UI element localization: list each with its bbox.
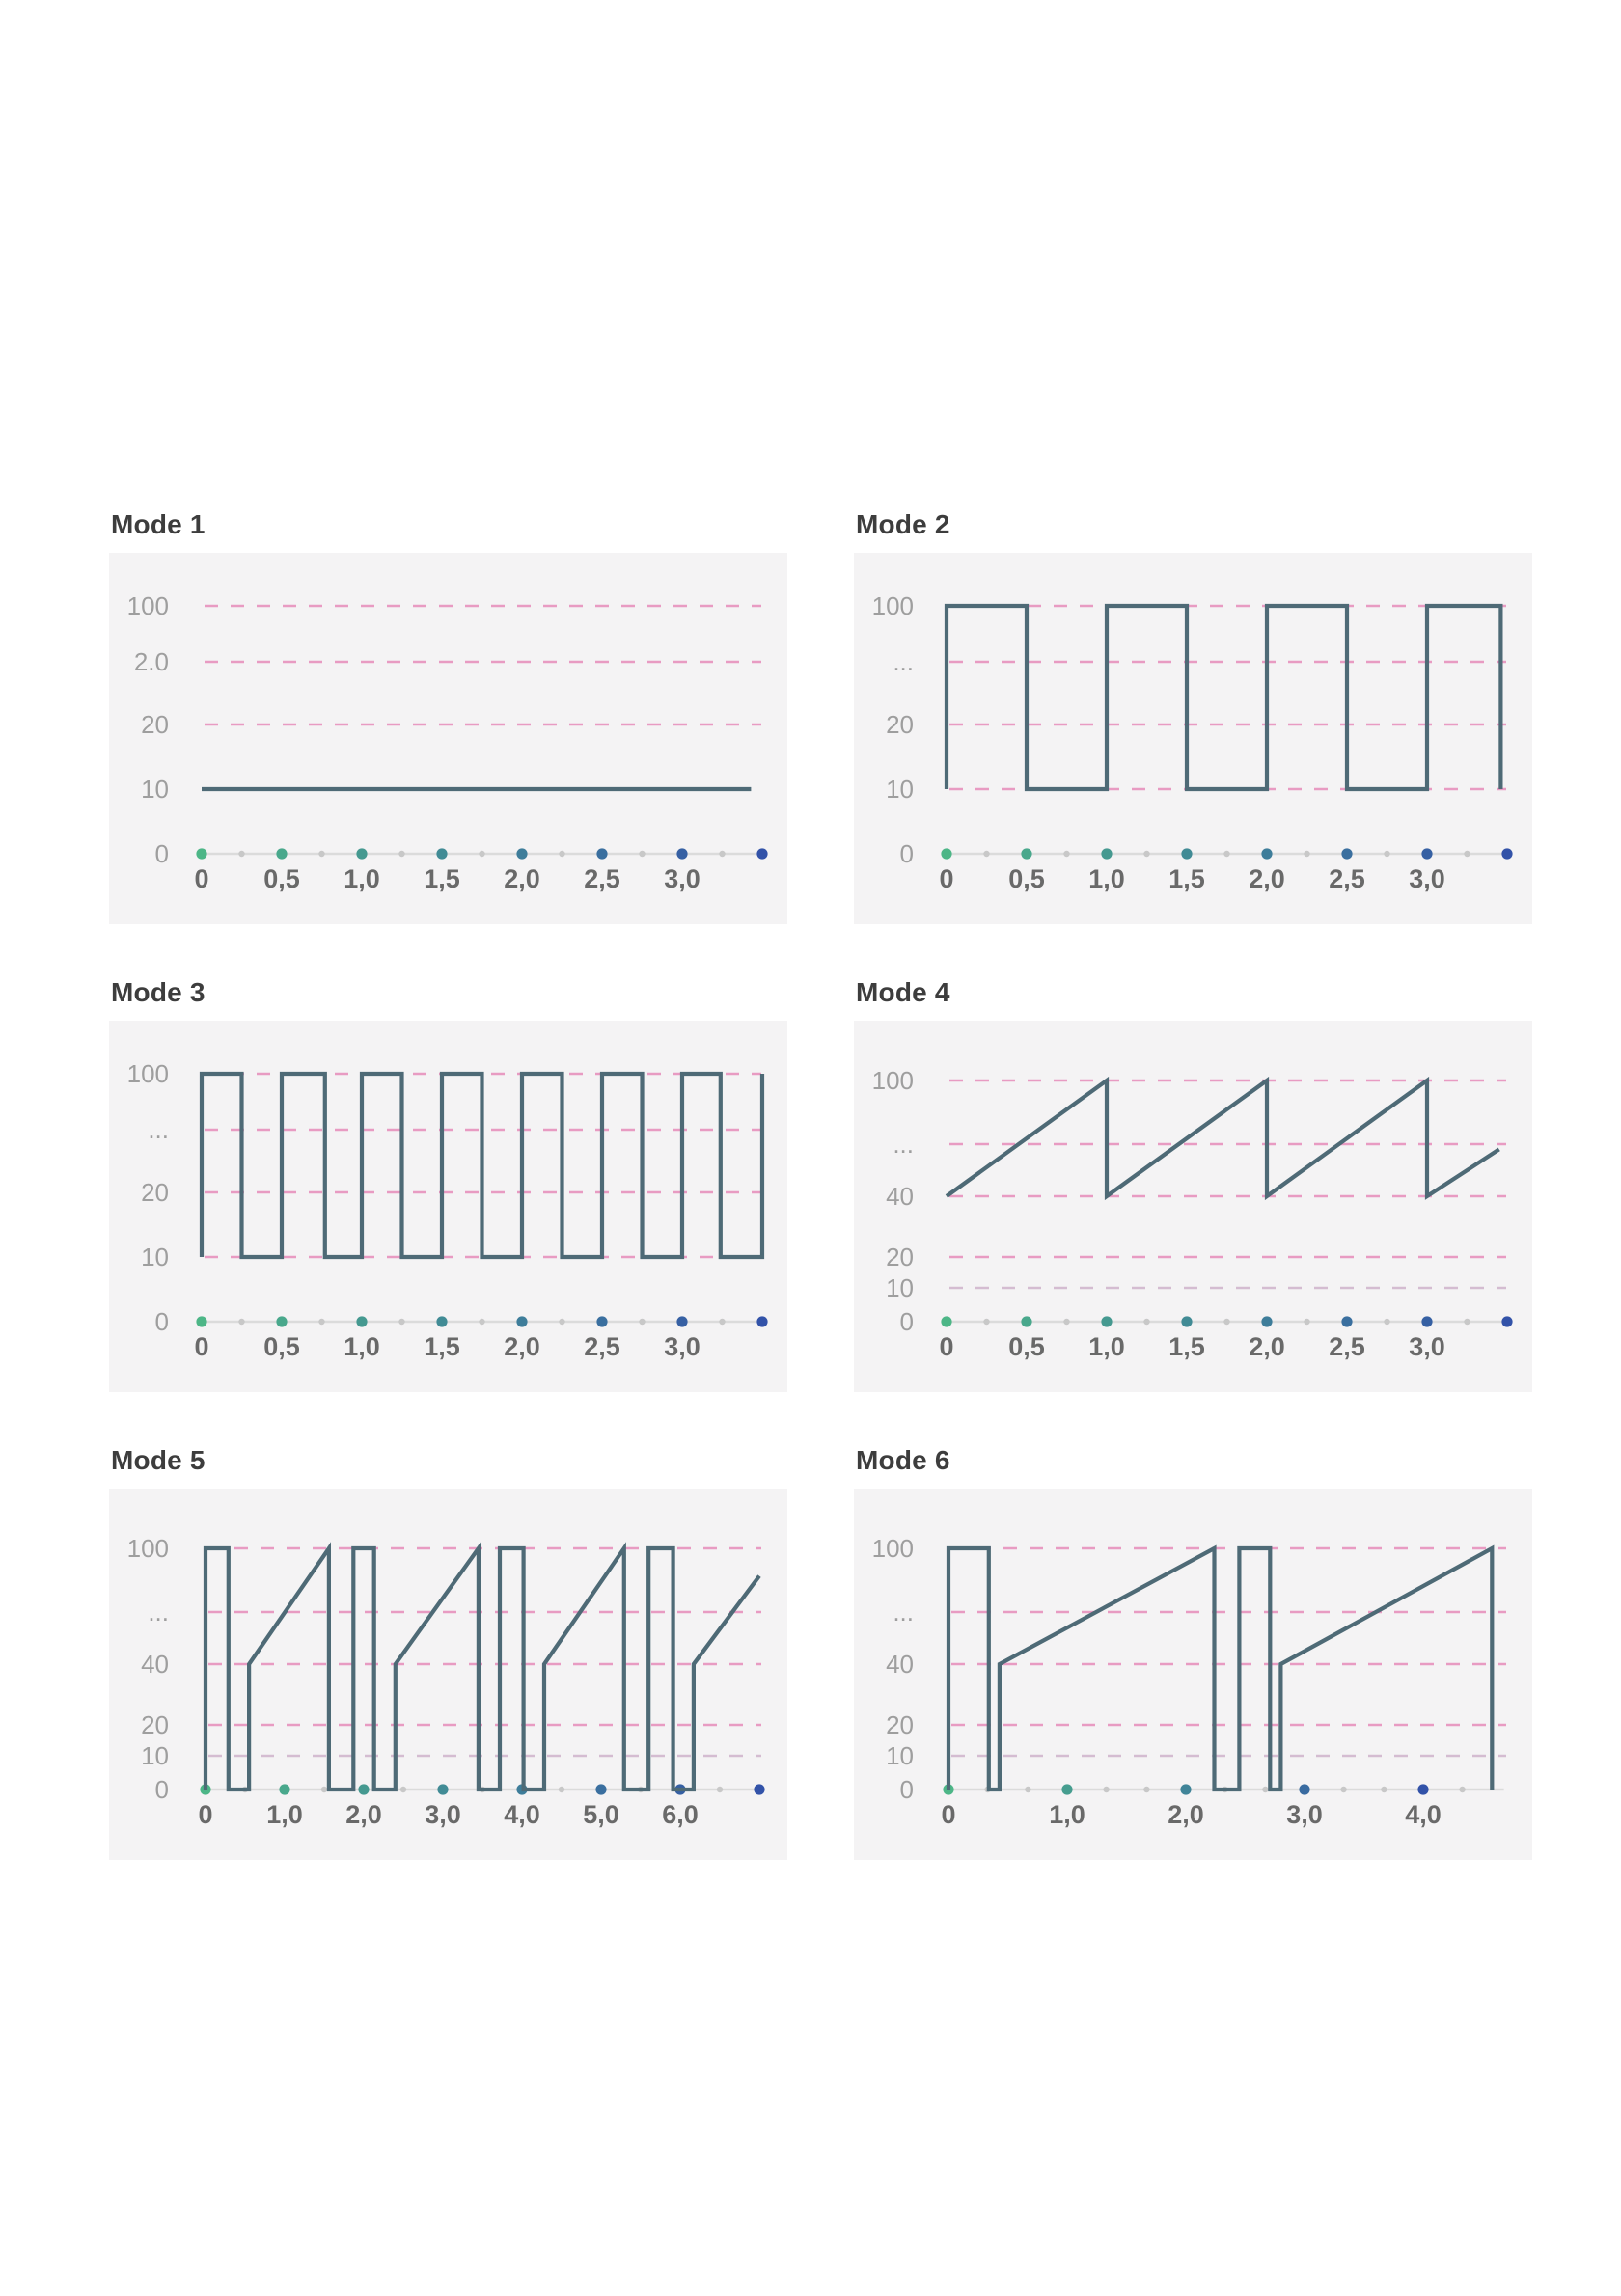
- axis-minor-dot: [318, 1319, 324, 1325]
- x-tick-label: 3,0: [425, 1800, 461, 1829]
- axis-major-dot: [1299, 1784, 1309, 1794]
- axis-major-dot: [1101, 1316, 1112, 1326]
- axis-major-dot: [1261, 1316, 1272, 1326]
- axis-major-dot: [1341, 848, 1352, 859]
- axis-major-dot: [596, 848, 607, 859]
- axis-minor-dot: [1103, 1787, 1109, 1792]
- x-tick-label: 2,0: [1249, 864, 1285, 893]
- axis-minor-dot: [1464, 1319, 1470, 1325]
- axis-major-dot: [436, 848, 447, 859]
- y-tick-label: 20: [886, 1710, 914, 1739]
- y-tick-label: ...: [148, 1115, 169, 1144]
- x-tick-label: 2,0: [345, 1800, 382, 1829]
- y-tick-label: 0: [899, 1307, 914, 1336]
- axis-minor-dot: [559, 1787, 564, 1792]
- axis-minor-dot: [559, 1319, 564, 1325]
- x-tick-label: 4,0: [504, 1800, 540, 1829]
- axis-minor-dot: [1459, 1787, 1465, 1792]
- chart-panel: [109, 553, 787, 924]
- axis-major-dot: [436, 1316, 447, 1326]
- y-tick-label: 10: [141, 775, 169, 804]
- axis-major-dot: [1341, 1316, 1352, 1326]
- chart-svg: [854, 1021, 1532, 1392]
- x-tick-label: 1,0: [266, 1800, 303, 1829]
- waveform-line: [947, 1080, 1499, 1196]
- axis-major-dot: [1417, 1784, 1428, 1794]
- axis-minor-dot: [717, 1787, 723, 1792]
- axis-minor-dot: [1223, 1319, 1229, 1325]
- axis-major-dot: [1180, 1784, 1191, 1794]
- axis-minor-dot: [238, 851, 244, 857]
- axis-major-dot: [516, 848, 527, 859]
- x-tick-label: 0,5: [263, 864, 300, 893]
- y-tick-label: 0: [899, 1775, 914, 1804]
- y-tick-label: 100: [126, 591, 169, 620]
- y-tick-label: 20: [886, 1243, 914, 1271]
- axis-major-dot: [1261, 848, 1272, 859]
- y-tick-label: 10: [886, 1741, 914, 1770]
- x-tick-label: 0,5: [1008, 1332, 1045, 1361]
- x-tick-label: 1,0: [1088, 1332, 1125, 1361]
- x-tick-label: 2,5: [1329, 864, 1365, 893]
- waveform-line: [202, 1074, 762, 1257]
- y-tick-label: 0: [899, 839, 914, 868]
- axis-major-dot: [196, 848, 206, 859]
- axis-minor-dot: [983, 851, 989, 857]
- x-tick-label: 0: [939, 864, 954, 893]
- axis-minor-dot: [1143, 1319, 1149, 1325]
- axis-minor-dot: [1340, 1787, 1346, 1792]
- x-tick-label: 0: [941, 1800, 956, 1829]
- y-tick-label: 100: [126, 1059, 169, 1088]
- y-tick-label: 2.0: [133, 647, 169, 676]
- y-tick-label: 100: [871, 591, 914, 620]
- chart-title: Mode 2: [856, 509, 950, 539]
- x-tick-label: 1,0: [1049, 1800, 1085, 1829]
- x-tick-label: 0: [939, 1332, 954, 1361]
- axis-major-dot: [1061, 1784, 1072, 1794]
- chart-panel: [109, 1021, 787, 1392]
- y-tick-label: ...: [893, 1130, 914, 1159]
- x-tick-label: 2,5: [584, 1332, 620, 1361]
- axis-minor-dot: [1384, 1319, 1389, 1325]
- axis-major-dot: [941, 848, 951, 859]
- axis-minor-dot: [1063, 851, 1069, 857]
- chart-cell: [854, 1445, 1532, 1860]
- axis-major-dot: [437, 1784, 448, 1794]
- y-tick-label: ...: [893, 647, 914, 676]
- chart-panel: [854, 553, 1532, 924]
- y-tick-label: 100: [871, 1066, 914, 1095]
- y-tick-label: 20: [886, 710, 914, 739]
- x-tick-label: 3,0: [664, 1332, 701, 1361]
- axis-minor-dot: [1223, 851, 1229, 857]
- waveform-line: [948, 1548, 1492, 1790]
- x-tick-label: 2,0: [1168, 1800, 1204, 1829]
- y-tick-label: 10: [141, 1243, 169, 1271]
- axis-major-dot: [1021, 1316, 1031, 1326]
- x-tick-label: 1,0: [343, 1332, 380, 1361]
- axis-minor-dot: [400, 1787, 406, 1792]
- axis-minor-dot: [559, 851, 564, 857]
- axis-major-dot: [1181, 1316, 1192, 1326]
- axis-minor-dot: [639, 851, 645, 857]
- chart-svg: [109, 1489, 787, 1860]
- y-tick-label: 20: [141, 1178, 169, 1207]
- chart-cell: [854, 977, 1532, 1392]
- axis-major-dot: [516, 1316, 527, 1326]
- chart-cell: [109, 977, 787, 1392]
- axis-major-dot: [356, 848, 367, 859]
- axis-major-dot: [1101, 848, 1112, 859]
- axis-minor-dot: [719, 1319, 725, 1325]
- axis-major-dot: [1501, 848, 1512, 859]
- axis-minor-dot: [321, 1787, 327, 1792]
- axis-minor-dot: [479, 1319, 484, 1325]
- x-tick-label: 2,0: [504, 864, 540, 893]
- axis-minor-dot: [1381, 1787, 1387, 1792]
- x-tick-label: 0: [194, 864, 209, 893]
- axis-major-dot: [358, 1784, 369, 1794]
- axis-major-dot: [756, 1316, 767, 1326]
- axis-minor-dot: [398, 851, 404, 857]
- x-tick-label: 5,0: [583, 1800, 619, 1829]
- chart-cell: [109, 1445, 787, 1860]
- axis-minor-dot: [639, 1319, 645, 1325]
- chart-title: Mode 4: [856, 977, 950, 1007]
- y-tick-label: 100: [126, 1534, 169, 1563]
- axis-major-dot: [1421, 848, 1432, 859]
- axis-minor-dot: [1262, 1787, 1268, 1792]
- x-tick-label: 0,5: [1008, 864, 1045, 893]
- x-tick-label: 0,5: [263, 1332, 300, 1361]
- x-tick-label: 3,0: [1286, 1800, 1323, 1829]
- y-tick-label: 100: [871, 1534, 914, 1563]
- x-tick-label: 2,5: [584, 864, 620, 893]
- x-tick-label: 1,5: [1168, 864, 1205, 893]
- axis-minor-dot: [318, 851, 324, 857]
- axis-major-dot: [1181, 848, 1192, 859]
- axis-minor-dot: [479, 851, 484, 857]
- axis-minor-dot: [1384, 851, 1389, 857]
- x-tick-label: 2,5: [1329, 1332, 1365, 1361]
- waveform-line: [947, 606, 1500, 789]
- axis-major-dot: [196, 1316, 206, 1326]
- charts-grid: [109, 509, 1532, 1860]
- y-tick-label: 0: [154, 1307, 169, 1336]
- chart-svg: [109, 1021, 787, 1392]
- x-tick-label: 1,5: [424, 864, 460, 893]
- axis-major-dot: [676, 1316, 687, 1326]
- y-tick-label: 0: [154, 839, 169, 868]
- y-tick-label: 10: [886, 775, 914, 804]
- chart-title: Mode 5: [111, 1445, 206, 1475]
- x-tick-label: 1,0: [1088, 864, 1125, 893]
- axis-minor-dot: [238, 1319, 244, 1325]
- axis-minor-dot: [1143, 851, 1149, 857]
- axis-minor-dot: [1464, 851, 1470, 857]
- x-tick-label: 2,0: [1249, 1332, 1285, 1361]
- y-tick-label: 20: [141, 1710, 169, 1739]
- chart-title: Mode 3: [111, 977, 206, 1007]
- y-tick-label: 40: [141, 1650, 169, 1679]
- x-tick-label: 1,0: [343, 864, 380, 893]
- y-tick-label: 0: [154, 1775, 169, 1804]
- chart-panel: [854, 1489, 1532, 1860]
- axis-major-dot: [676, 848, 687, 859]
- axis-major-dot: [1501, 1316, 1512, 1326]
- axis-minor-dot: [1304, 851, 1309, 857]
- x-tick-label: 1,5: [424, 1332, 460, 1361]
- x-tick-label: 0: [198, 1800, 213, 1829]
- waveform-line: [206, 1548, 759, 1790]
- axis-major-dot: [596, 1316, 607, 1326]
- y-tick-label: 40: [886, 1182, 914, 1211]
- x-tick-label: 2,0: [504, 1332, 540, 1361]
- axis-major-dot: [356, 1316, 367, 1326]
- axis-minor-dot: [398, 1319, 404, 1325]
- x-tick-label: 1,5: [1168, 1332, 1205, 1361]
- y-tick-label: ...: [148, 1598, 169, 1626]
- chart-cell: [109, 509, 787, 924]
- chart-panel: [109, 1489, 787, 1860]
- axis-minor-dot: [719, 851, 725, 857]
- y-tick-label: 10: [886, 1273, 914, 1302]
- y-tick-label: ...: [893, 1598, 914, 1626]
- axis-minor-dot: [1304, 1319, 1309, 1325]
- x-tick-label: 3,0: [664, 864, 701, 893]
- chart-title: Mode 6: [856, 1445, 950, 1475]
- axis-minor-dot: [983, 1319, 989, 1325]
- y-tick-label: 10: [141, 1741, 169, 1770]
- chart-panel: [854, 1021, 1532, 1392]
- x-tick-label: 6,0: [662, 1800, 699, 1829]
- x-tick-label: 3,0: [1409, 864, 1445, 893]
- axis-major-dot: [276, 1316, 287, 1326]
- axis-major-dot: [279, 1784, 289, 1794]
- y-tick-label: 20: [141, 710, 169, 739]
- chart-svg: [109, 553, 787, 924]
- axis-major-dot: [1421, 1316, 1432, 1326]
- axis-minor-dot: [1143, 1787, 1149, 1792]
- x-tick-label: 0: [194, 1332, 209, 1361]
- axis-major-dot: [276, 848, 287, 859]
- chart-svg: [854, 1489, 1532, 1860]
- axis-minor-dot: [1063, 1319, 1069, 1325]
- axis-major-dot: [1021, 848, 1031, 859]
- axis-major-dot: [754, 1784, 764, 1794]
- chart-cell: [854, 509, 1532, 924]
- y-tick-label: 40: [886, 1650, 914, 1679]
- axis-major-dot: [941, 1316, 951, 1326]
- x-tick-label: 3,0: [1409, 1332, 1445, 1361]
- axis-minor-dot: [1025, 1787, 1030, 1792]
- chart-title: Mode 1: [111, 509, 206, 539]
- chart-svg: [854, 553, 1532, 924]
- axis-major-dot: [595, 1784, 606, 1794]
- axis-major-dot: [756, 848, 767, 859]
- x-tick-label: 4,0: [1405, 1800, 1442, 1829]
